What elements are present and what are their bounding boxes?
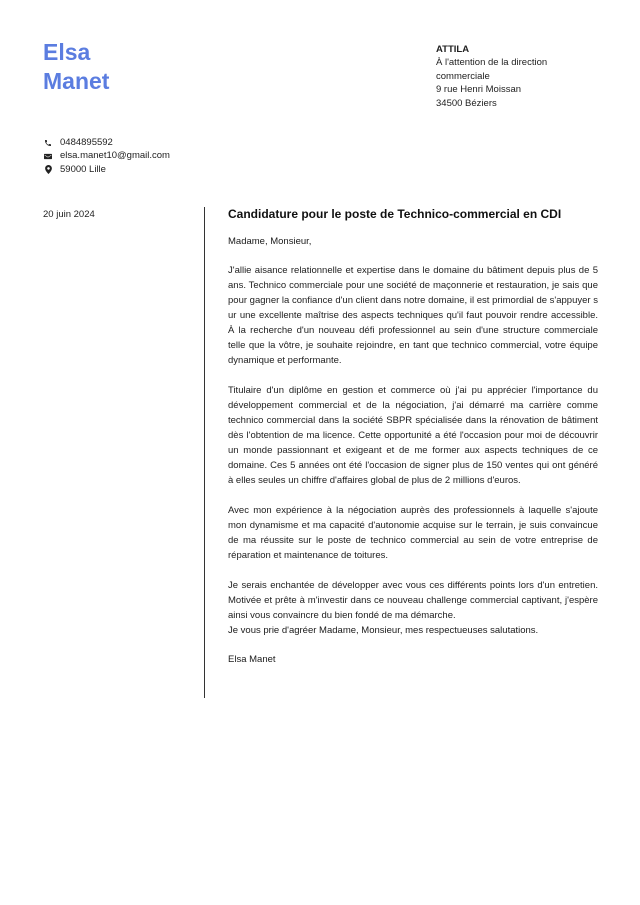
recipient-company: ATTILA — [436, 44, 470, 55]
letter-date: 20 juin 2024 — [43, 209, 95, 220]
envelope-icon — [43, 151, 53, 161]
letter-salutation: Madame, Monsieur, — [228, 236, 312, 247]
letter-signature: Elsa Manet — [228, 654, 276, 665]
letter-paragraph: Je serais enchantée de développer avec vous ces différents points lors d'un entretien. Motivée et prête à m'investir dans ce nouveau challenge commercial captivant, j'espère ainsi vous convaincre du bien fondé de ma démarche. — [228, 580, 598, 621]
contact-email — [43, 149, 170, 162]
contact-block — [43, 136, 170, 176]
phone-number: 0484895592 — [60, 137, 113, 148]
sender-first-name: Elsa — [43, 39, 91, 65]
letter-paragraph: Titulaire d'un diplôme en gestion et commerce où j'ai pu apprécier l'importance du développement commercial et de la négociation, j'ai démarré ma carrière comme technico commercial dans la société SBPR spécialisée dans la rénovation de bâtiment dès l'obtention de ma licence. Cette opportunité a été l'occasion pour moi de découvrir un monde passionnant et exigeant et de me former aux aspects techniques de ce domaine. Ces 5 années ont été l'occasion de signer plus de 150 ventes qui ont généré à elles seules un chiffre d'affaires global de plus de 2 millions d'euros. — [228, 385, 598, 486]
location-pin-icon — [43, 164, 53, 174]
contact-phone — [43, 136, 170, 149]
recipient-attention-line-2: commerciale — [436, 70, 490, 82]
recipient-street: 9 rue Henri Moissan — [436, 84, 522, 96]
letter-paragraph: Avec mon expérience à la négociation auprès des professionnels à laquelle s'ajoute mon dynamisme et ma capacité d'autonomie acquise sur le terrain, je suis convaincue de ma réussite sur le poste de technico commercial au sein de votre entreprise de réparation et maintenance de toitures. — [228, 505, 598, 561]
contact-location — [43, 163, 170, 176]
divider-line — [204, 207, 205, 698]
phone-icon — [43, 138, 53, 148]
letter-closing: Je vous prie d'agréer Madame, Monsieur, mes respectueuses salutations. — [228, 625, 539, 636]
sender-last-name: Manet — [43, 68, 110, 94]
location-text: 59000 Lille — [60, 163, 106, 175]
email-address: elsa.manet10@gmail.com — [60, 150, 170, 162]
letter-paragraph: J'allie aisance relationnelle et expertise dans le domaine du bâtiment depuis plus de 5 ans. Technico commerciale pour une société de maçonnerie et restauration, je sais que pour gagner la confiance d'un client dans notre domaine, il est primordial de s'appuyer s ur une excellente maîtrise des aspects techniques qu'il faut pouvoir rendre accessible. À la recherche d'un nouveau défi professionnel au sein d'une structure commerciale telle que la vôtre, je souhaite rejoindre, en tant que technico commercial, votre équipe dynamique et performante. — [228, 265, 598, 366]
recipient-attention-line-1: À l'attention de la direction — [436, 57, 548, 69]
letter-body — [228, 207, 598, 667]
recipient-city: 34500 Béziers — [436, 97, 497, 109]
recipient-block — [436, 43, 626, 110]
letter-subject: Candidature pour le poste de Technico-commercial en CDI — [228, 207, 562, 221]
sender-name — [43, 38, 109, 96]
